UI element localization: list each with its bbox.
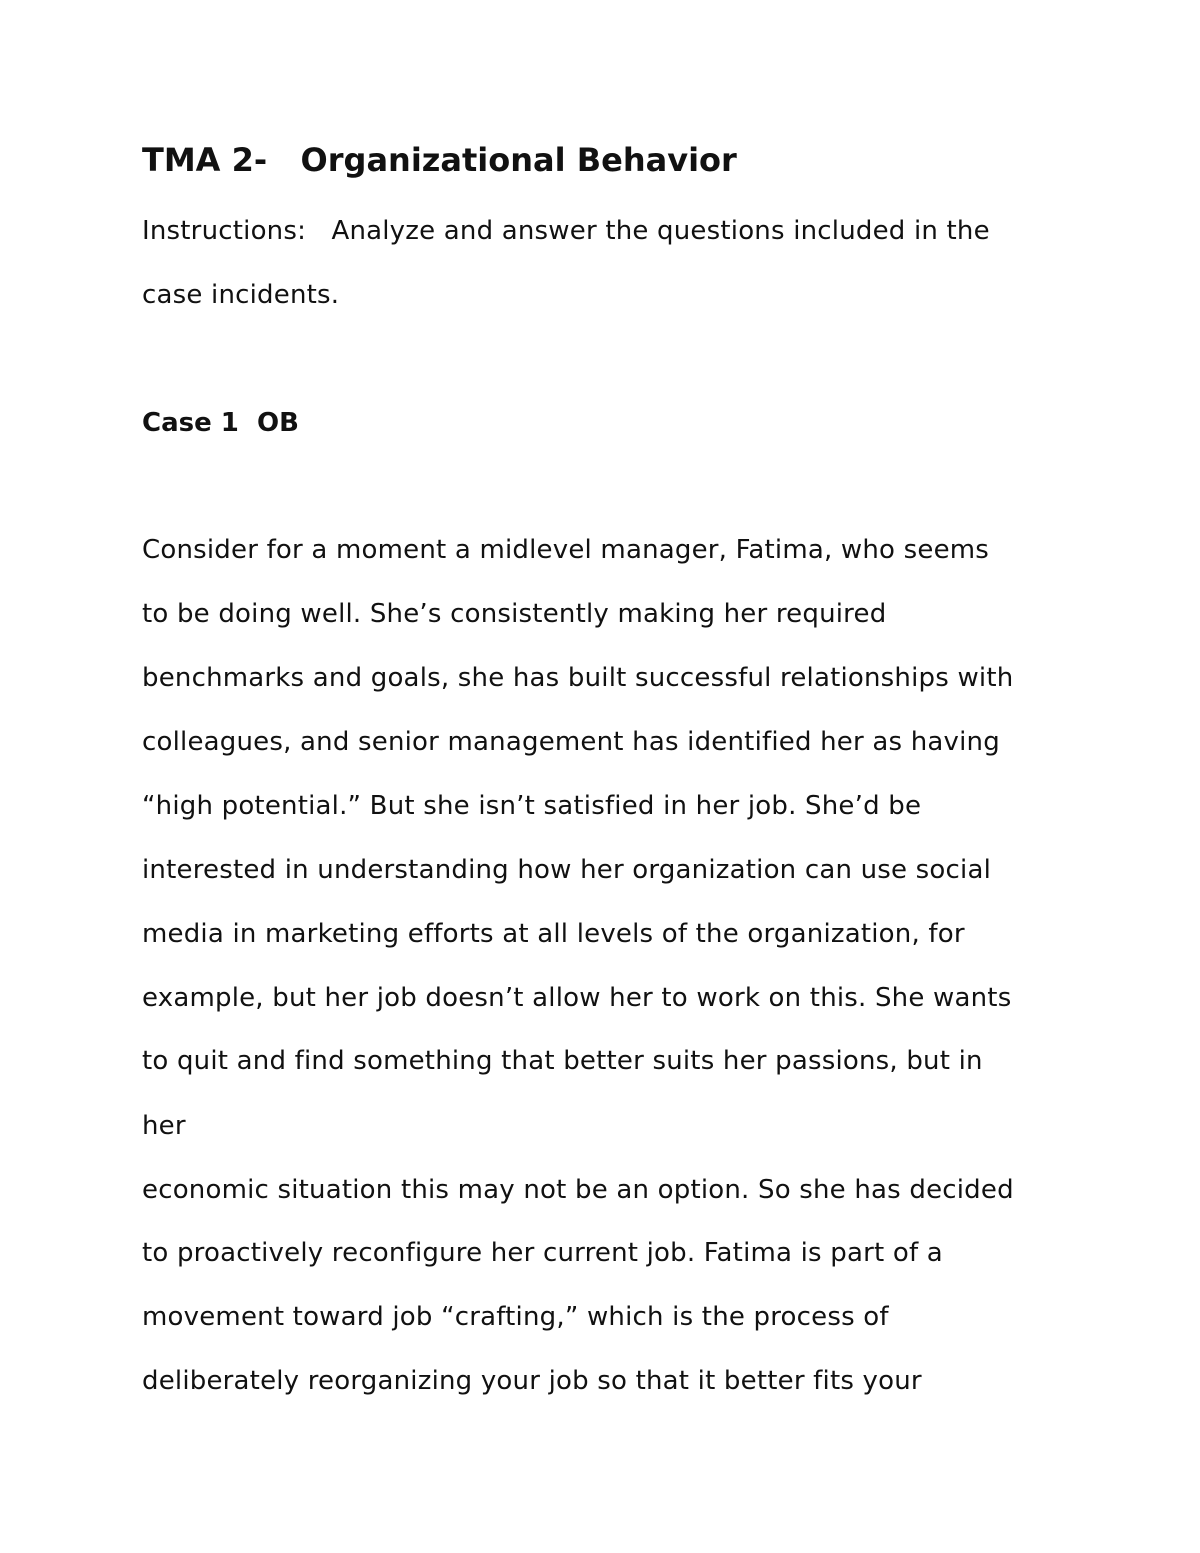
- instructions-line-2: case incidents.: [142, 280, 340, 310]
- case-heading: Case 1 OB: [142, 408, 299, 438]
- case-body-line: to quit and find something that better suits her passions, but in: [142, 1046, 983, 1076]
- case-body-line: “high potential.” But she isn’t satisfied in her job. She’d be: [142, 791, 922, 821]
- case-body-line: media in marketing efforts at all levels of the organization, for: [142, 919, 965, 949]
- case-body-line: benchmarks and goals, she has built successful relationships with: [142, 663, 1014, 693]
- case-body-line: economic situation this may not be an option. So she has decided: [142, 1175, 1014, 1205]
- case-body-line: deliberately reorganizing your job so that it better fits your: [142, 1366, 922, 1396]
- case-body-line: to be doing well. She’s consistently making her required: [142, 599, 887, 629]
- case-body-line: Consider for a moment a midlevel manager, Fatima, who seems: [142, 535, 990, 565]
- case-body-line: colleagues, and senior management has identified her as having: [142, 727, 1000, 757]
- document-title: TMA 2- Organizational Behavior: [142, 141, 737, 179]
- instructions-line-1: Instructions: Analyze and answer the questions included in the: [142, 216, 990, 246]
- case-body-line: interested in understanding how her organization can use social: [142, 855, 992, 885]
- case-body-line: example, but her job doesn’t allow her to work on this. She wants: [142, 983, 1012, 1013]
- case-body-line: to proactively reconfigure her current job. Fatima is part of a: [142, 1238, 943, 1268]
- case-body-line: her: [142, 1111, 186, 1141]
- case-body-line: movement toward job “crafting,” which is the process of: [142, 1302, 889, 1332]
